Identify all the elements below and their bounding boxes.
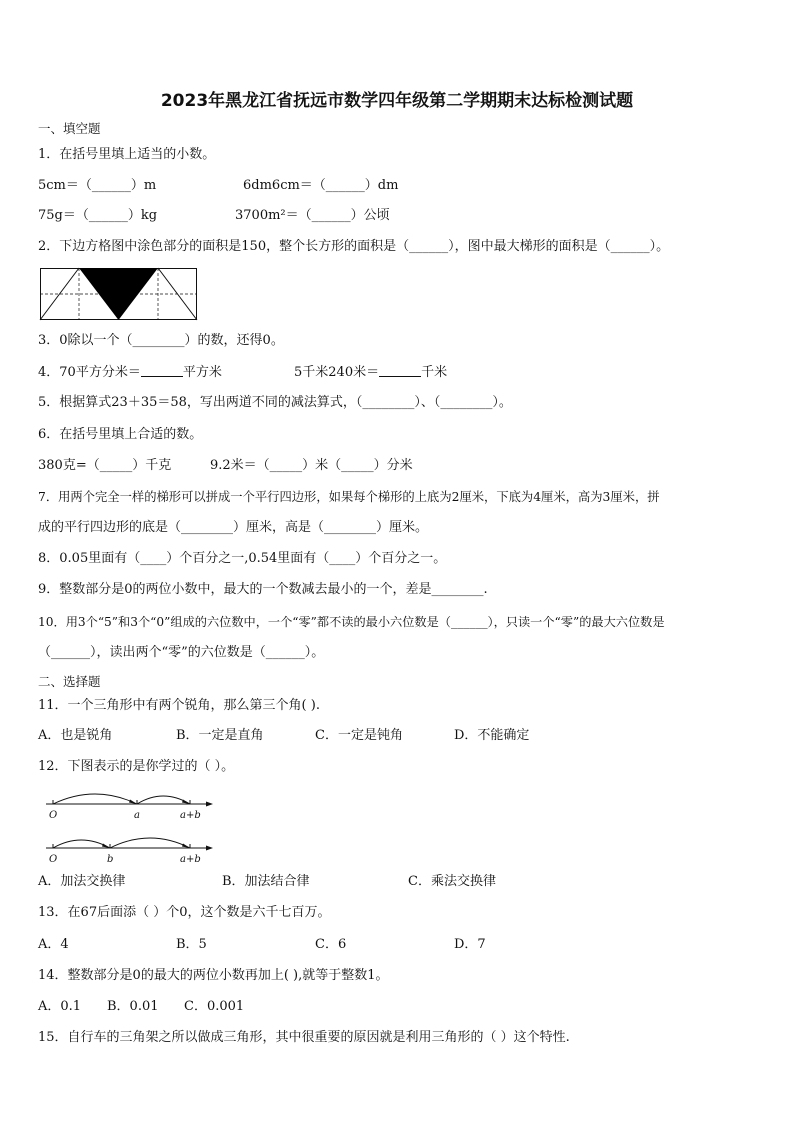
question-3: 3．0除以一个（________）的数，还得0。 — [38, 333, 284, 348]
section-choice-heading: 二、选择题 — [38, 674, 101, 689]
question-12-option-a: A．加法交换律 — [38, 874, 126, 889]
question-13-option-d: D．7 — [454, 937, 486, 952]
question-7-line-2: 成的平行四边形的底是（________）厘米，高是（________）厘米。 — [38, 520, 429, 535]
question-12-option-b: B．加法结合律 — [222, 874, 310, 889]
question-13-option-c: C．6 — [315, 937, 347, 952]
question-1-d: 3700m²＝（______）公顷 — [235, 208, 390, 223]
question-4-a-prefix: 4．70平方分米＝ — [38, 365, 141, 380]
question-12-option-c: C．乘法交换律 — [408, 874, 496, 889]
question-13-option-a: A．4 — [38, 937, 69, 952]
question-1: 1．在括号里填上适当的小数。 — [38, 147, 216, 162]
question-6: 6．在括号里填上合适的数。 — [38, 427, 203, 442]
section-fill-heading: 一、填空题 — [38, 121, 101, 136]
question-13-option-b: B．5 — [176, 937, 207, 952]
question-7-line-1: 7．用两个完全一样的梯形可以拼成一个平行四边形，如果每个梯形的上底为2厘米，下底为4厘米，高为3厘米，拼 — [38, 490, 660, 504]
question-13: 13．在67后面添（ ）个0，这个数是六千七百万。 — [38, 905, 331, 920]
question-15: 15．自行车的三角架之所以做成三角形，其中很重要的原因就是利用三角形的（ ）这个特性. — [38, 1030, 570, 1045]
question-4-b-prefix: 5千米240米＝ — [294, 365, 380, 380]
question-10-line-1: 10．用3个“5”和3个“0”组成的六位数中，一个“零”都不读的最小六位数是（______），只读一个“零”的最大六位数是 — [38, 615, 665, 629]
question-11-option-d: D．不能确定 — [454, 728, 530, 743]
question-1-b: 6dm6cm＝（______）dm — [243, 178, 399, 193]
question-14-option-b: B．0.01 — [107, 999, 159, 1014]
question-9: 9．整数部分是0的两位小数中，最大的一个数减去最小的一个，差是________. — [38, 582, 488, 597]
question-4-b-suffix: 千米 — [421, 365, 448, 380]
number-line-1-label-a: a — [134, 810, 140, 821]
question-8: 8．0.05里面有（____）个百分之一,0.54里面有（____）个百分之一。 — [38, 551, 447, 566]
question-11-option-a: A．也是锐角 — [38, 728, 113, 743]
question-6-b: 9.2米＝（_____）米（_____）分米 — [210, 458, 413, 473]
grid-figure — [40, 268, 197, 320]
question-14-option-a: A．0.1 — [38, 999, 82, 1014]
question-6-a: 380克=（_____）千克 — [38, 458, 172, 473]
question-2: 2．下边方格图中涂色部分的面积是150，整个长方形的面积是（______），图中最大梯形的面积是（______）。 — [38, 239, 670, 254]
question-4-a — [38, 363, 222, 382]
question-11-option-c: C．一定是钝角 — [315, 728, 403, 743]
question-11-option-b: B．一定是直角 — [176, 728, 264, 743]
question-10-line-2: （______），读出两个“零”的六位数是（______）。 — [38, 645, 325, 660]
question-1-c: 75g＝（______）kg — [38, 208, 158, 223]
question-14-option-c: C．0.001 — [184, 999, 245, 1014]
question-4-b — [294, 363, 447, 382]
blank-line — [379, 363, 421, 377]
number-line-2-label-origin: O — [49, 854, 58, 865]
question-1-a: 5cm＝（______）m — [38, 178, 157, 193]
blank-line — [141, 363, 183, 377]
question-5: 5．根据算式23＋35＝58，写出两道不同的减法算式，（________）、（________）。 — [38, 395, 512, 410]
question-11: 11．一个三角形中有两个锐角，那么第三个角( ). — [38, 698, 320, 713]
number-line-2-label-sum: a+b — [180, 854, 201, 865]
number-line-2 — [42, 830, 217, 866]
page-title: 2023年黑龙江省抚远市数学四年级第二学期期末达标检测试题 — [160, 91, 634, 111]
number-line-1 — [42, 786, 217, 822]
question-4-a-suffix: 平方米 — [182, 365, 222, 380]
question-12: 12．下图表示的是你学过的（ ）。 — [38, 759, 235, 774]
number-line-1-label-sum: a+b — [180, 810, 201, 821]
number-line-1-label-origin: O — [49, 810, 58, 821]
number-line-2-label-b: b — [107, 854, 114, 865]
question-14: 14．整数部分是0的最大的两位小数再加上( ),就等于整数1。 — [38, 968, 389, 983]
